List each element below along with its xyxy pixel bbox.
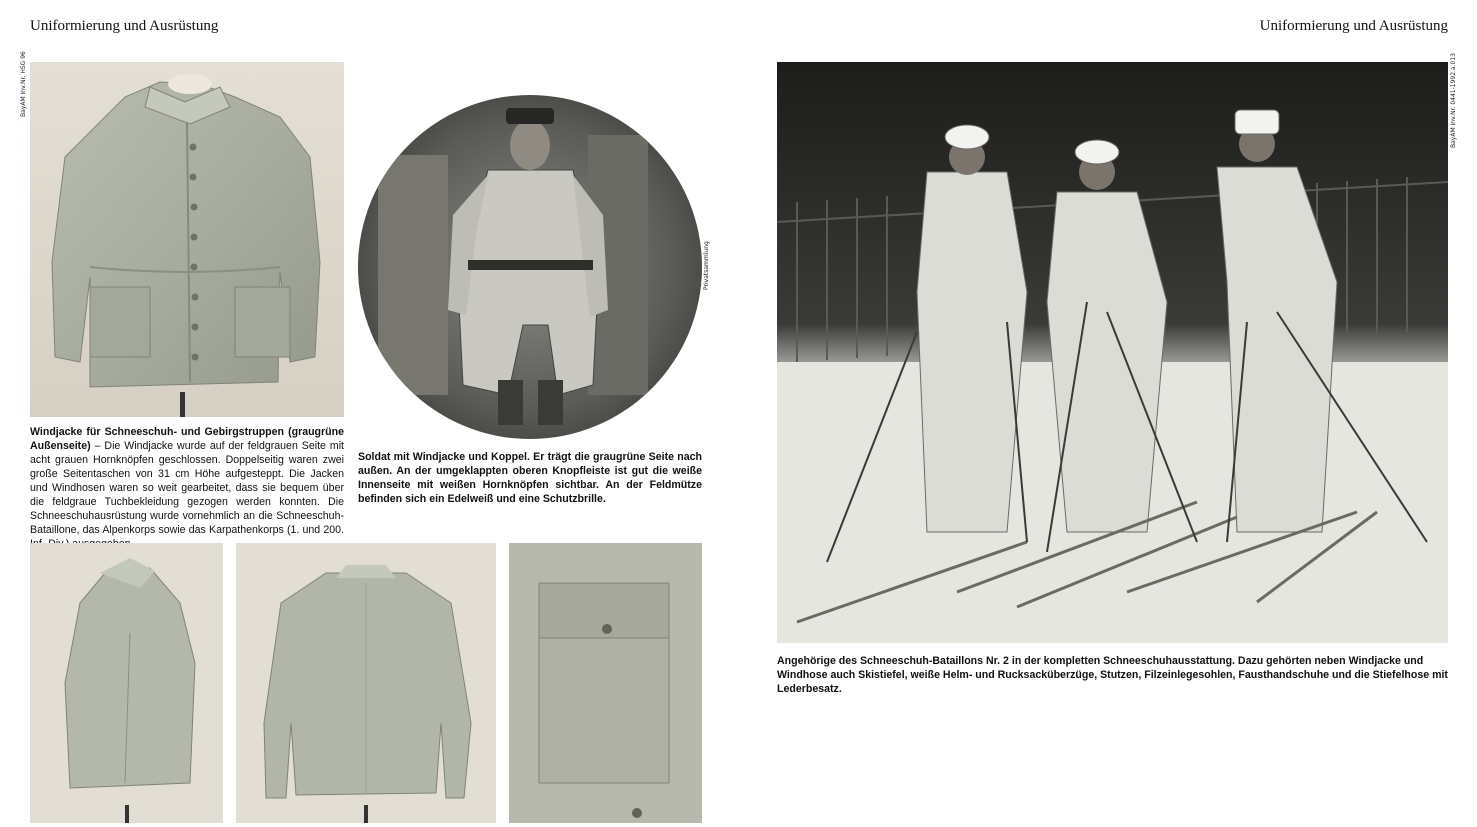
credit-ski-group: BayAM Inv.Nr. 0441-1992.a.013 (1450, 53, 1457, 148)
caption-jacket-title: Windjacke für Schneeschuh- und Gebirgstruppen (graugrüne Außenseite) (30, 426, 344, 452)
caption-ski-group: Angehörige des Schneeschuh-Bataillons Nr. 2 in der kompletten Schneeschuhausstattung. Dazu gehörten neben Windjacke und Windhose auch Skistiefel, weiße Helm- und Rucksacküberzüge, Stutzen, Filzeinlegesohlen, Fausthandschuhe und die Stiefelhose mit Lederbesatz. (777, 655, 1448, 695)
credit-jacket-front: BayAM Inv.Nr. HSG 96 (20, 51, 27, 117)
ski-battalion-photo (777, 62, 1448, 643)
caption-portrait: Soldat mit Windjacke und Koppel. Er trägt die graugrüne Seite nach außen. An der umgeklappten oberen Knopfleiste ist gut die weiße Innenseite mit weißen Hornknöpfen sichtbar. An der Feldmütze befinden sich ein Edelweiß und eine Schutzbrille. (358, 451, 702, 505)
jacket-back-photo (236, 543, 496, 823)
running-head-left: Uniformierung und Ausrüstung (30, 18, 219, 34)
caption-jacket (30, 425, 344, 551)
jacket-side-photo (30, 543, 223, 823)
credit-portrait: Privatsammlung (703, 241, 710, 290)
jacket-front-photo (30, 62, 344, 417)
soldier-portrait-photo (358, 95, 702, 439)
jacket-pocket-detail-photo (509, 543, 702, 823)
running-head-right: Uniformierung und Ausrüstung (1259, 18, 1448, 34)
caption-jacket-body: – Die Windjacke wurde auf der feldgrauen Seite mit acht grauen Hornknöpfen geschlossen. Doppelseitig waren zwei große Seitentaschen von 31 cm Höhe aufgesteppt. Die Jacken und Windhosen waren so weit gearbeitet, dass sie bequem über die feldgraue Tuchbekleidung gezogen werden konnten. Die Schneeschuhausrüstung wurde vornehmlich an die Schneeschuh-Bataillone, das Alpenkorps sowie das Karpathenkorps (1. und 200. (30, 440, 344, 536)
